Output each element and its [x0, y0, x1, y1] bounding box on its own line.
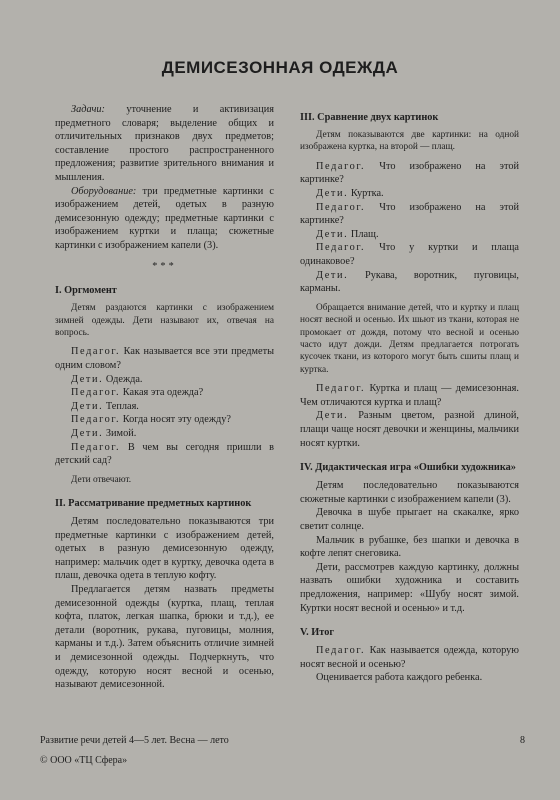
dialogue-line: Педагог. В чем вы сегодня пришли в детский сад? [55, 441, 274, 467]
left-column [55, 103, 274, 692]
tasks-label: Задачи: [71, 104, 105, 115]
section-divider: *** [152, 260, 177, 272]
dialogue-line: Дети. Рукава, воротник, пуговицы, карманы. [300, 269, 519, 295]
equipment-paragraph: Оборудование: три предметные картинки с изображением детей, одетых в разную демисезонную одежду; предметные картинки с изображением куртки и плаща; сюжетные картинки с изображением капели (3). [55, 185, 274, 251]
body-paragraph: Оценивается работа каждого ребенка. [316, 672, 483, 684]
dialogue-line: Дети. Разным цветом, разной длиной, плащи чаще носят девочки и женщины, мальчики носят куртки. [300, 410, 519, 449]
dialogue-line: Педагог. Как называется все эти предметы одним словом? [55, 346, 274, 371]
dialogue-line: Дети. Зимой. [71, 427, 137, 439]
dialogue-line: Педагог. Куртка и плащ — демисезонная. Чем отличаются куртка и плащ? [300, 383, 519, 408]
section-heading: IV. Дидактическая игра «Ошибки художника» [300, 462, 516, 474]
copyright: © ООО «ТЦ Сфера» [40, 755, 128, 766]
section-heading: II. Рассматривание предметных картинок [55, 498, 252, 510]
dialogue-line: Педагог. Когда носят эту одежду? [71, 414, 231, 426]
body-paragraph: Детям последовательно показываются три предметные картинки с изображением детей, одетых в разную демисезонную одежду, например: мальчик одет в куртку, девочка одета в плаш, девочка одета в теплую кофту. [55, 516, 274, 582]
book-title: Развитие речи детей 4—5 лет. Весна — лето [40, 735, 229, 746]
instruction-paragraph: Дети отвечают. [71, 474, 132, 485]
dialogue-line: Дети. Куртка. [316, 188, 384, 199]
dialogue-line: Педагог. Что изображено на этой картинке? [300, 201, 519, 227]
dialogue-line: Педагог. Как называется одежда, которую носят весной и осенью? [300, 645, 519, 670]
body-paragraph: Детям последовательно показываются сюжетные картинки с изображением капели (3). [300, 480, 519, 505]
page-number: 8 [520, 735, 525, 746]
page-footer [40, 735, 525, 766]
dialogue-line: Дети. Плащ. [316, 228, 379, 240]
section-heading: V. Итог [300, 627, 335, 639]
dialogue-line: Педагог. Что изображено на этой картинке? [300, 160, 519, 186]
instruction-paragraph: Детям показываются две картинки: на одной изображена куртка, на второй — плащ. [300, 130, 519, 153]
section-heading: III. Сравнение двух картинок [300, 112, 439, 123]
section-heading: I. Оргмомент [55, 285, 117, 297]
dialogue-line: Педагог. Что у куртки и плаща одинаковое? [300, 242, 519, 267]
body-paragraph: Мальчик в рубашке, без шапки и девочка в кофте лепят снеговика. [300, 534, 519, 560]
instruction-paragraph: Обращается внимание детей, что и куртку и плащ носят весной и осенью. Их шьют из ткани, которая не промокает от дождя, потому что весной и осенью часто идут дожди. Детям предлагается потрогать кусочек ткани, из которого могут быть сшиты плащ и куртка. [300, 302, 519, 375]
body-paragraph: Девочка в шубе прыгает на скакалке, ярко светит солнце. [300, 507, 519, 532]
dialogue-line: Дети. Одежда. [71, 373, 143, 385]
instruction-paragraph: Детям раздаются картинки с изображением зимней одежды. Дети называют их, отвечая на вопрось. [55, 303, 274, 338]
dialogue-line: Педагог. Какая эта одежда? [71, 387, 204, 399]
dialogue-line: Дети. Теплая. [71, 400, 139, 412]
body-paragraph: Дети, рассмотрев каждую картинку, должны назвать ошибки художника и составить предложения, например: «Шубу носят зимой. Куртки носят весной и осенью» и т.д. [300, 561, 519, 614]
equipment-label: Оборудование: [71, 185, 137, 197]
tasks-paragraph: Задачи: уточнение и активизация предметного словаря; выделение общих и отличительных признаков двух предметов; составление простого распространенного предложения; развитие зрительного внимания и мышления. [55, 104, 274, 183]
right-column [300, 103, 519, 685]
page-title: ДЕМИСЕЗОННАЯ ОДЕЖДА [161, 58, 399, 77]
body-paragraph: Предлагается детям назвать предметы демисезонной одежды (куртка, плащ, теплая кофта, платок, легкая шапка, брюки и т.д.), ее детали (воротник, рукава, пуговицы, молния, карманы и т.д.). Затем объяснить отличие зимней и демисезонной одежды. Подчеркнуть, что одежду, которую носят весной и осенью, называют демисезонной. [55, 584, 274, 691]
